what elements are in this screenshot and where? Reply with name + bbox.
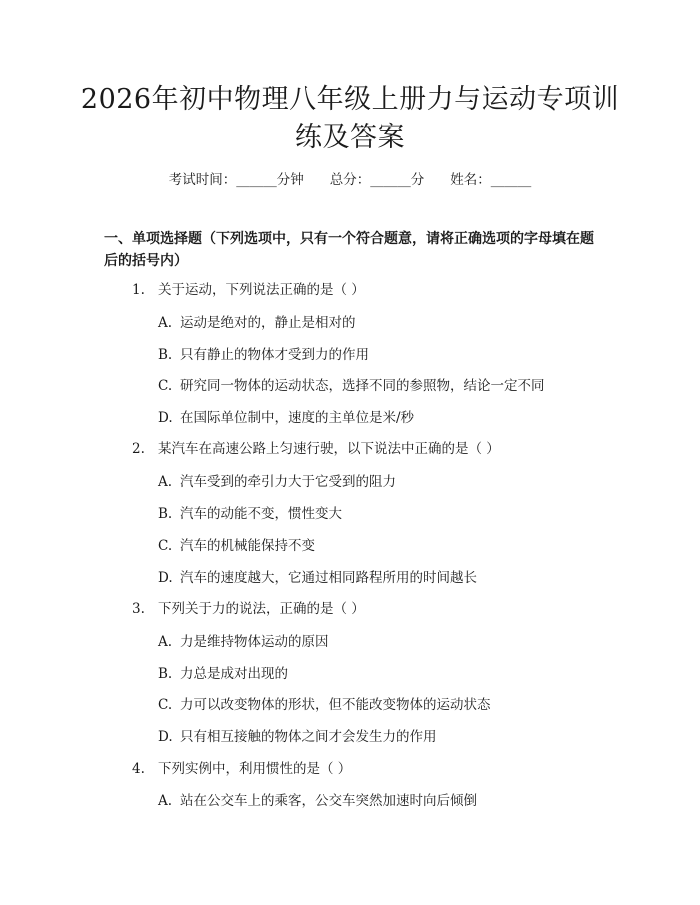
option-text: 研究同一物体的运动状态，选择不同的参照物，结论一定不同 bbox=[180, 378, 545, 394]
question-1-option-d bbox=[158, 409, 414, 427]
option-letter: B. bbox=[158, 666, 173, 682]
question-stem: 关于运动，下列说法正确的是（ ） bbox=[158, 282, 365, 298]
question-stem: 某汽车在高速公路上匀速行驶，以下说法中正确的是（ ） bbox=[158, 441, 500, 457]
option-letter: D. bbox=[158, 410, 173, 426]
score-unit: 分 bbox=[410, 172, 425, 188]
question-number: 4. bbox=[132, 761, 145, 777]
name-label: 姓名： bbox=[450, 172, 491, 188]
option-text: 在国际单位制中，速度的主单位是米/秒 bbox=[180, 410, 415, 426]
option-letter: D. bbox=[158, 570, 173, 586]
question-number: 2. bbox=[132, 441, 145, 457]
question-4 bbox=[132, 760, 351, 778]
question-number: 3. bbox=[132, 601, 145, 617]
option-letter: A. bbox=[158, 315, 173, 331]
option-letter: B. bbox=[158, 347, 173, 363]
question-2 bbox=[132, 440, 500, 458]
exam-info-line bbox=[0, 168, 700, 188]
section-heading-line-1: 一、单项选择题（下列选项中，只有一个符合题意，请将正确选项的字母填在题 bbox=[104, 231, 594, 247]
option-letter: C. bbox=[158, 697, 173, 713]
option-letter: A. bbox=[158, 474, 173, 490]
option-letter: A. bbox=[158, 793, 173, 809]
option-text: 力总是成对出现的 bbox=[180, 666, 288, 682]
option-text: 力是维持物体运动的原因 bbox=[180, 634, 329, 650]
score-label: 总分： bbox=[329, 172, 371, 188]
question-3-option-c bbox=[158, 696, 491, 714]
section-heading-line-2: 后的括号内） bbox=[104, 253, 188, 269]
question-1-option-c bbox=[158, 377, 545, 395]
option-letter: C. bbox=[158, 538, 173, 554]
question-3 bbox=[132, 600, 365, 618]
question-stem: 下列实例中，利用惯性的是（ ） bbox=[158, 761, 352, 777]
option-letter: C. bbox=[158, 378, 173, 394]
time-blank: ______ bbox=[236, 172, 277, 188]
document-title-line-2: 练及答案 bbox=[295, 122, 405, 153]
option-letter: D. bbox=[158, 729, 173, 745]
option-text: 汽车受到的牵引力大于它受到的阻力 bbox=[180, 474, 396, 490]
option-text: 只有静止的物体才受到力的作用 bbox=[180, 347, 369, 363]
question-2-option-b bbox=[158, 505, 342, 523]
question-2-option-c bbox=[158, 537, 315, 555]
question-stem: 下列关于力的说法，正确的是（ ） bbox=[158, 601, 365, 617]
time-label: 考试时间： bbox=[168, 172, 237, 188]
question-number: 1. bbox=[132, 282, 145, 298]
option-text: 汽车的动能不变，惯性变大 bbox=[180, 506, 342, 522]
question-4-option-a bbox=[158, 792, 477, 810]
option-text: 运动是绝对的，静止是相对的 bbox=[180, 315, 356, 331]
question-1 bbox=[132, 281, 365, 299]
question-1-option-a bbox=[158, 314, 356, 332]
option-text: 只有相互接触的物体之间才会发生力的作用 bbox=[180, 729, 437, 745]
option-text: 汽车的机械能保持不变 bbox=[180, 538, 315, 554]
question-2-option-a bbox=[158, 473, 396, 491]
time-unit: 分钟 bbox=[276, 172, 304, 188]
option-text: 力可以改变物体的形状，但不能改变物体的运动状态 bbox=[180, 697, 491, 713]
name-blank: ______ bbox=[490, 172, 532, 188]
question-3-option-b bbox=[158, 665, 288, 683]
option-text: 站在公交车上的乘客，公交车突然加速时向后倾倒 bbox=[180, 793, 477, 809]
option-text: 汽车的速度越大，它通过相同路程所用的时间越长 bbox=[180, 570, 477, 586]
question-3-option-a bbox=[158, 633, 329, 651]
document-title-line-1: 2026年初中物理八年级上册力与运动专项训 bbox=[80, 84, 620, 115]
question-2-option-d bbox=[158, 569, 477, 587]
option-letter: B. bbox=[158, 506, 173, 522]
option-letter: A. bbox=[158, 634, 173, 650]
question-3-option-d bbox=[158, 728, 437, 746]
question-1-option-b bbox=[158, 346, 369, 364]
section-heading bbox=[104, 228, 604, 272]
score-blank: ______ bbox=[370, 172, 411, 188]
